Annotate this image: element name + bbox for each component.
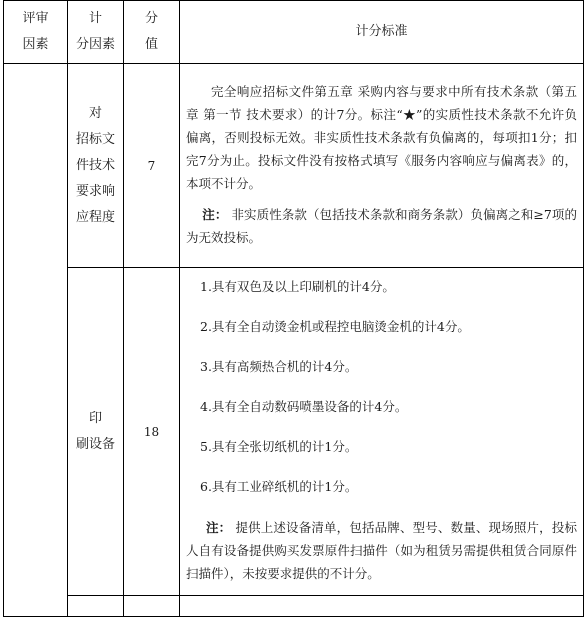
scoring-table bbox=[3, 0, 584, 617]
table-row bbox=[4, 64, 584, 268]
header-points: 分 值 bbox=[124, 1, 180, 64]
criteria-item: 6.具有工业碎纸机的计1分。 bbox=[200, 479, 358, 494]
criteria-item: 1.具有双色及以上印刷机的计4分。 bbox=[200, 279, 395, 294]
criteria-item: 4.具有全自动数码喷墨设备的计4分。 bbox=[200, 399, 408, 414]
criteria-item: 2.具有全自动烫金机或程控电脑烫金机的计4分。 bbox=[200, 319, 470, 334]
sub-factor-cell bbox=[68, 596, 124, 617]
header-review-factor: 评审 因素 bbox=[4, 1, 68, 64]
sub-factor-cell: 对 招标文 件技术 要求响 应程度 bbox=[68, 64, 124, 268]
note-text: 提供上述设备清单，包括品牌、型号、数量、现场照片，投标人自有设备提供购买发票原件扫描件（如为租赁另需提供租赁合同原件扫描件），未按要求提供的不计分。 bbox=[186, 520, 577, 581]
criteria-note bbox=[186, 516, 577, 585]
criteria-paragraph: 完全响应招标文件第五章 采购内容与要求中所有技术条款（第五章 第一节 技术要求）的计7分。标注“★”的实质性技术条款不允许负偏离，否则投标无效。非实质性技术条款有负偏离的，每项扣1分；扣完7分为止。投标文件没有按格式填写《服务内容响应与偏离表》的，本项不计分。 bbox=[186, 84, 577, 191]
table-row bbox=[4, 596, 584, 617]
header-criteria: 计分标准 bbox=[180, 1, 584, 64]
criteria-note bbox=[186, 203, 577, 249]
table-row bbox=[4, 268, 584, 596]
criteria-cell bbox=[180, 64, 584, 268]
header-sub-factor: 计 分因素 bbox=[68, 1, 124, 64]
criteria-cell bbox=[180, 268, 584, 596]
criteria-item: 5.具有全张切纸机的计1分。 bbox=[200, 439, 358, 454]
table-header-row bbox=[4, 1, 584, 64]
points-cell: 7 bbox=[124, 64, 180, 268]
note-label: 注： bbox=[202, 207, 228, 222]
points-cell bbox=[124, 596, 180, 617]
note-text: 非实质性条款（包括技术条款和商务条款）负偏离之和≥7项的为无效投标。 bbox=[186, 207, 577, 245]
criteria-cell bbox=[180, 596, 584, 617]
note-label: 注： bbox=[206, 520, 232, 535]
criteria-item: 3.具有高频热合机的计4分。 bbox=[200, 359, 358, 374]
review-factor-cell bbox=[4, 64, 68, 617]
points-cell: 18 bbox=[124, 268, 180, 596]
sub-factor-cell: 印 刷设备 bbox=[68, 268, 124, 596]
